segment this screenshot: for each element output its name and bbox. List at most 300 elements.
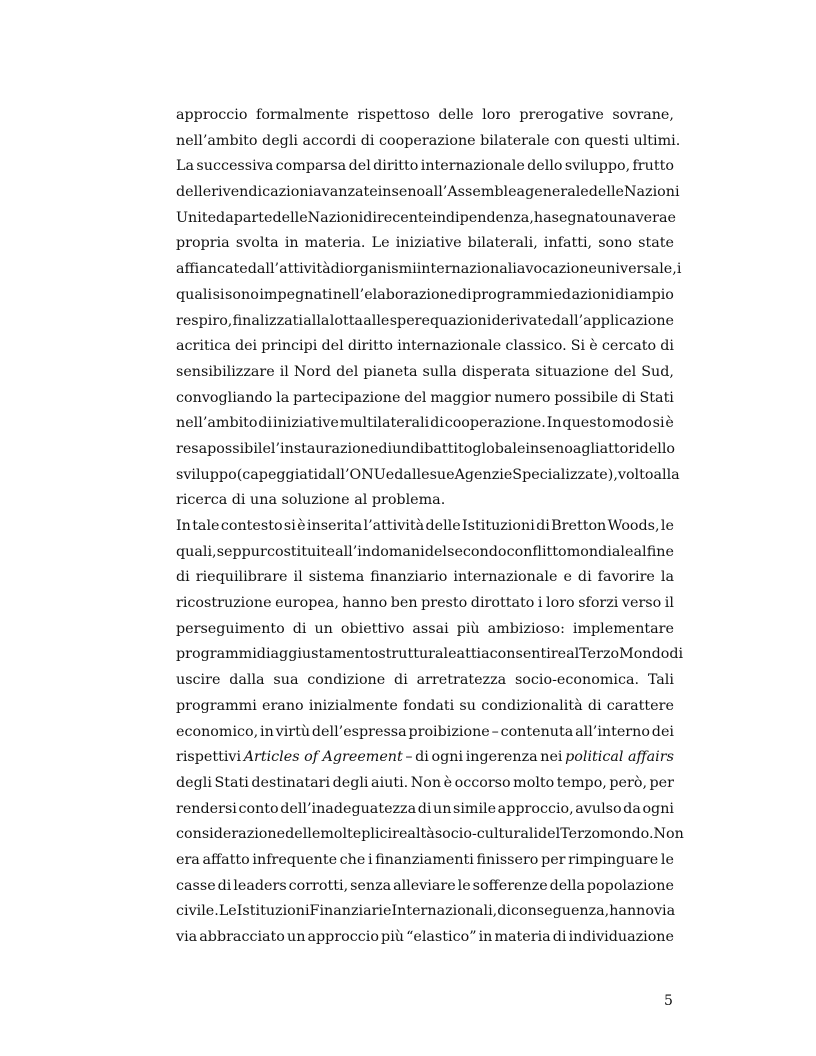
word: in [260,723,274,740]
word: carattere [606,697,674,714]
word: nell’elaborazione [332,286,458,303]
word: azioni [571,286,615,303]
text-line [176,514,674,540]
word: maggior [430,389,491,406]
word: consentire [489,646,567,663]
word: situazione [535,363,609,380]
word: delle [438,107,474,123]
word: sperequazioni [389,312,492,329]
word: nei [540,749,563,766]
word: Le [371,235,390,252]
word: abbracciato [199,929,285,945]
word: svolta [235,235,279,252]
word: impegnati [259,286,333,303]
word: popolazione [586,877,674,894]
word: Specializzate), [512,466,618,483]
word: di [415,749,429,766]
word: e [563,569,572,586]
word: secondo [447,543,507,560]
word: political affairs [565,749,674,766]
word: contenuta [500,723,574,740]
word: di [621,389,636,406]
word: è [589,338,598,355]
word: si [283,518,296,534]
word: dall’ONU [318,466,386,483]
word: ed [553,286,572,303]
text-line [176,771,674,797]
word: e [667,209,676,226]
word: proibizione [408,723,490,740]
word: i [676,261,682,278]
word: vera [635,209,668,226]
text-line [176,822,684,848]
word: Istituzioni [462,518,535,534]
word: rimpinguare [568,851,659,868]
word: di [256,646,271,663]
word: sovrane, [612,107,674,123]
word: di [417,800,432,817]
word: Articles of Agreement [243,749,403,766]
text-line [176,309,674,335]
word: loro [546,595,575,612]
word: iniziative [273,415,339,432]
word: dei [234,338,258,355]
word: erano [262,697,304,714]
word: dalle [394,466,430,483]
text-line [176,463,680,489]
word: senza [350,877,392,894]
text-line [176,411,674,437]
word: approccio, [497,800,574,817]
word: per [649,774,674,791]
word: delle [425,518,461,534]
word: conseguenza, [510,903,610,920]
word: – [405,749,413,766]
word: Istituzioni [236,903,310,920]
word: destinatari [251,774,331,791]
word: un [287,929,306,945]
word: delle [176,184,212,201]
word: hanno [609,903,654,920]
word: principi [261,338,318,355]
word: all’Assemblea [425,184,526,201]
body-text [176,103,684,951]
text-line [176,180,680,206]
word: le [457,877,471,894]
word: loro [482,107,511,123]
word: Bretton [551,518,607,534]
word: sviluppo [176,466,237,483]
word: dei [651,723,674,740]
text-line [176,899,674,925]
word: da [623,800,641,817]
text-line [176,797,674,823]
word: per [541,851,566,868]
word: possibile [207,440,271,457]
word: dall’attività [247,261,331,278]
word: successiva [196,158,274,175]
word: considerazione [176,826,286,843]
word: dalla [229,672,265,689]
text-line [176,591,674,617]
word: di [587,697,602,714]
word: bilaterali, [467,235,538,252]
word: economico, [176,723,259,740]
word: su [459,697,476,714]
word: nell’ambito [176,415,258,432]
word: alle [363,312,390,329]
word: di [378,440,393,457]
text-line [176,720,674,746]
word: Non [410,774,442,791]
word: globale [472,440,526,457]
text-line [176,437,674,463]
text-line [176,925,674,951]
word: conflitto [506,543,567,560]
word: ogni [431,749,464,766]
word: sofferenze [472,877,548,894]
word: di [292,620,307,637]
word: degli [332,774,369,791]
word: un [392,440,411,457]
word: favorire [597,569,655,586]
word: materia. [304,235,366,252]
word: ambizioso: [487,620,565,637]
word: mondo. [600,826,654,843]
word: “elastico” [406,929,477,945]
word: finissero [476,851,539,868]
word: e [385,466,395,483]
word: di [217,877,232,894]
word: programmi [176,646,257,663]
word: internazionale [397,338,502,355]
word: però, [609,774,647,791]
word: contesto [220,518,283,534]
word: al [566,646,580,663]
word: Nazioni [624,184,680,201]
word: mondiale [566,543,634,560]
word: modo [611,415,652,432]
word: il [664,595,674,612]
text-line [176,848,674,874]
word: Stati [214,774,249,791]
word: aggiustamento [270,646,379,663]
word: finanziamenti [375,851,474,868]
word: diritto [373,158,419,175]
text-line [176,540,674,566]
text-line [176,488,674,514]
word: In [546,415,562,432]
word: Sud, [641,363,674,380]
word: alleviare [393,877,456,894]
word: volto [617,466,654,483]
word: di [615,286,629,303]
word: vocazione [525,261,598,278]
word: l’attività [363,518,425,534]
word: seno [539,440,573,457]
word: materia [494,929,551,945]
word: approccio [307,929,379,945]
word: infrequente [252,851,338,868]
word: sviluppo, [564,158,631,175]
word: i [368,851,373,868]
word: Le [218,903,237,920]
text-line [176,334,674,360]
word: strutturale [378,646,457,663]
word: era [176,851,200,868]
word: organismi [344,261,417,278]
word: derivate [491,312,552,329]
word: sue [429,466,455,483]
word: internazionale [420,158,525,175]
word: corrotti, [288,877,349,894]
word: In [176,518,191,534]
word: programmi [472,286,553,303]
word: sistema [308,569,365,586]
word: internazionali [416,261,517,278]
text-line [176,565,674,591]
word: si [652,415,665,432]
word: socio-culturali [434,826,539,843]
word: quali, [176,543,217,560]
word: di [363,209,377,226]
word: dall’applicazione [551,312,674,329]
word: del [538,826,561,843]
text-line [176,206,674,232]
word: di [457,286,472,303]
text-line [176,283,674,309]
paragraph [176,514,684,951]
word: del [424,543,447,560]
word: le [660,518,674,534]
word: Mondo [619,646,670,663]
word: rivendicazioni [211,184,314,201]
word: finanziario [370,569,448,586]
word: Nazioni [307,209,364,226]
text-line [176,874,674,900]
text-line [176,642,684,668]
word: recente [376,209,433,226]
word: degli [176,774,212,791]
word: frutto [632,158,674,175]
word: tale [192,518,220,534]
word: al [633,543,647,560]
word: simile [453,800,497,817]
word: numero [494,389,551,406]
word: virtù [275,723,311,740]
word: di [394,672,408,689]
word: dello [639,440,676,457]
word: programmi [176,697,257,714]
word: ha [533,209,552,226]
text-line [176,129,681,155]
word: della [549,877,585,894]
word: di [330,261,345,278]
word: di [258,415,273,432]
word: le [660,851,674,868]
text-line [176,694,674,720]
word: il [279,363,289,380]
word: all’interno [575,723,650,740]
word: ricostruzione [176,595,272,612]
word: affiancate [176,261,248,278]
text-line [176,668,674,694]
word: acritica [176,338,231,355]
word: sua [273,672,299,689]
word: finalizzati [232,312,303,329]
word: Si [570,338,586,355]
word: possibile [554,389,619,406]
word: delle [588,184,624,201]
word: avanzate [313,184,378,201]
word: – [491,723,499,740]
word: sensibilizzare [176,363,275,380]
word: alla [653,466,680,483]
word: condizionalità [481,697,583,714]
word: un [433,800,452,817]
word: multilaterali [339,415,430,432]
word: i [537,595,543,612]
page-number: 5 [664,993,673,1009]
word: del [614,363,637,380]
text-line [176,154,674,180]
word: Tali [647,672,674,689]
word: atti [456,646,482,663]
word: di [430,415,444,432]
word: infatti, [543,235,593,252]
word: molto [513,774,555,791]
word: respiro, [176,312,233,329]
word: ricerca di una soluzione al problema. [176,492,446,509]
word: aiuti. [371,774,409,791]
word: Non [653,826,684,843]
word: uscire [176,672,221,689]
word: civile. [176,903,219,920]
text-line [176,103,674,129]
word: sono [598,235,632,252]
word: condizione [307,672,386,689]
word: di [552,929,567,945]
word: La [176,158,195,175]
word: dell’inadeguatezza [280,800,417,817]
word: cercato [601,338,657,355]
word: l’instaurazione [270,440,379,457]
word: di [536,518,550,534]
word: presto [421,595,468,612]
word: del [336,363,359,380]
word: sulla [422,363,457,380]
word: segnato [551,209,609,226]
word: state [638,235,674,252]
word: la [276,389,290,406]
word: del [348,158,371,175]
word: perseguimento [176,620,285,637]
word: indipendenza, [432,209,534,226]
word: Nord [293,363,332,380]
word: si [212,286,225,303]
word: pianeta [363,363,418,380]
word: sono [225,286,259,303]
word: molteplici [320,826,393,843]
paragraph [176,154,682,514]
word: più [381,929,404,945]
word: Woods, [607,518,660,534]
word: il [293,569,303,586]
word: in [377,184,392,201]
word: rendersi [176,800,237,817]
word: affatto [202,851,250,868]
word: più [456,620,480,637]
word: Stati [639,389,674,406]
word: dell’espressa [311,723,407,740]
word: in [525,440,540,457]
word: una [608,209,636,226]
word: avulso [575,800,622,817]
word: dibattito [410,440,473,457]
word: di [577,569,592,586]
word: dello [527,158,563,175]
word: generale [525,184,589,201]
paragraph [176,103,681,154]
word: seno [391,184,426,201]
word: delle [272,209,308,226]
word: agli [572,440,600,457]
word: fondati [403,697,455,714]
word: del [321,338,344,355]
word: nell’ambito degli accordi di cooperazione bilaterale con questi ultimi. [176,132,681,149]
word: Terzo [560,826,601,843]
word: all’indomani [335,543,425,560]
word: via [653,903,676,920]
word: assai [412,620,449,637]
text-line [176,360,674,386]
word: seppur [216,543,267,560]
word: in [284,235,299,252]
word: a [516,261,526,278]
word: dirottato [470,595,535,612]
word: approccio [176,107,248,123]
word: individuazione [568,929,674,945]
word: casse [176,877,216,894]
word: a [481,646,490,663]
word: parte [233,209,273,226]
word: verso [621,595,662,612]
word: (capeggiati [236,466,319,483]
word: Agenzie [454,466,513,483]
word: diritto [347,338,394,355]
word: alla [303,312,330,329]
word: internazionale [453,569,558,586]
word: rispettoso [357,107,430,123]
text-line [176,386,674,412]
text-line [176,745,674,771]
word: ingerenza [465,749,538,766]
word: conto [238,800,279,817]
word: che [339,851,366,868]
word: è [443,774,453,791]
word: riequilibrare [195,569,288,586]
text-line [176,617,674,643]
word: costituite [266,543,335,560]
word: socio-economica. [514,672,640,689]
word: Terzo [579,646,620,663]
word: Finanziarie [309,903,392,920]
word: comparsa [275,158,347,175]
word: lotta [329,312,363,329]
word: di [176,569,190,586]
word: è [665,415,674,432]
word: iniziative [395,235,462,252]
